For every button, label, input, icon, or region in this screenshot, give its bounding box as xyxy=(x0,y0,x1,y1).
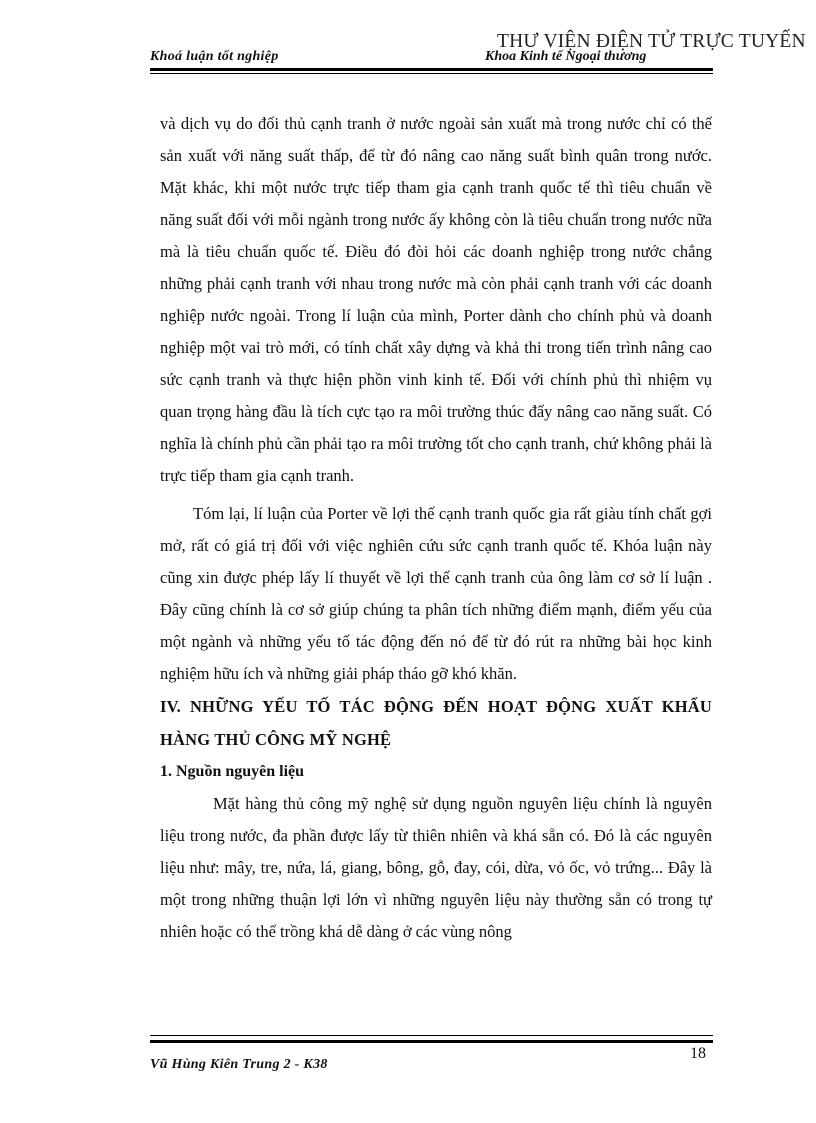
subsection-heading: 1. Nguồn nguyên liệu xyxy=(160,763,305,780)
body-paragraph: và dịch vụ do đối thủ cạnh tranh ở nước ngoài sản xuất mà trong nước chỉ có thể sản xuất với năng suất thấp, để từ đó nâng cao năng suất bình quân trong nước. Mặt khác, khi một nước trực tiếp tham gia cạnh tranh quốc tế thì tiêu chuẩn về năng suất đối với mỗi ngành trong nước ấy không còn là tiêu chuẩn trong nước nữa mà là tiêu chuẩn quốc tế. Điều đó đòi hỏi các doanh nghiệp trong nước chẳng những phải cạnh tranh với nhau trong nước mà còn phải cạnh tranh với các doanh nghiệp nước ngoài. Trong lí luận của mình, Porter dành cho chính phủ và doanh nghiệp một vai trò mới, có tính chất xây dựng và khả thi trong tiến trình nâng cao sức cạnh tranh và thực hiện phồn vinh kinh tế. Đối với chính phủ thì nhiệm vụ quan trọng hàng đầu là tích cực tạo ra môi trường thúc đẩy nâng cao năng suất. Có nghĩa là chính phủ cần phải tạo ra môi trường tốt cho cạnh tranh, chứ không phải là trực tiếp tham gia cạnh tranh. xyxy=(160,114,712,485)
header-rule-thin xyxy=(150,73,713,74)
page-body xyxy=(160,108,712,948)
section-heading: IV. NHỮNG YẾU TỐ TÁC ĐỘNG ĐẾN HOẠT ĐỘNG XUẤT KHẨU HÀNG THỦ CÔNG MỸ NGHỆ xyxy=(160,697,712,749)
body-paragraph: Tóm lại, lí luận của Porter về lợi thế cạnh tranh quốc gia rất giàu tính chất gợi mở, rất có giá trị đối với việc nghiên cứu sức cạnh tranh quốc tế. Khóa luận này cũng xin được phép lấy lí thuyết về lợi thế cạnh tranh của ông làm cơ sở lí luận . Đây cũng chính là cơ sở giúp chúng ta phân tích những điểm mạnh, điểm yếu của một ngành và những yếu tố tác động đến nó để từ đó rút ra những bài học kinh nghiệm hữu ích và những giải pháp tháo gỡ khó khăn. xyxy=(160,504,712,683)
header-rule-thick xyxy=(150,68,713,71)
header-thesis-label: Khoá luận tốt nghiệp xyxy=(150,49,279,64)
watermark-text: THƯ VIỆN ĐIỆN TỬ TRỰC TUYẾN xyxy=(497,31,806,52)
footer-author: Vũ Hùng Kiên Trung 2 - K38 xyxy=(150,1057,328,1072)
footer-rule-thin xyxy=(150,1035,713,1036)
page-number: 18 xyxy=(690,1045,706,1062)
footer-rule-thick xyxy=(150,1040,713,1043)
header-faculty-label: Khoa Kinh tế Ngoại thương xyxy=(485,49,647,64)
body-paragraph: Mặt hàng thủ công mỹ nghệ sử dụng nguồn nguyên liệu chính là nguyên liệu trong nước, đa phần được lấy từ thiên nhiên và khá sẵn có. Đó là các nguyên liệu như: mây, tre, nứa, lá, giang, bông, gỗ, đay, cói, dừa, vỏ ốc, vỏ trứng... Đây là một trong những thuận lợi lớn vì những nguyên liệu này thường sẵn có trong tự nhiên hoặc có thể trồng khá dễ dàng ở các vùng nông xyxy=(160,794,712,941)
